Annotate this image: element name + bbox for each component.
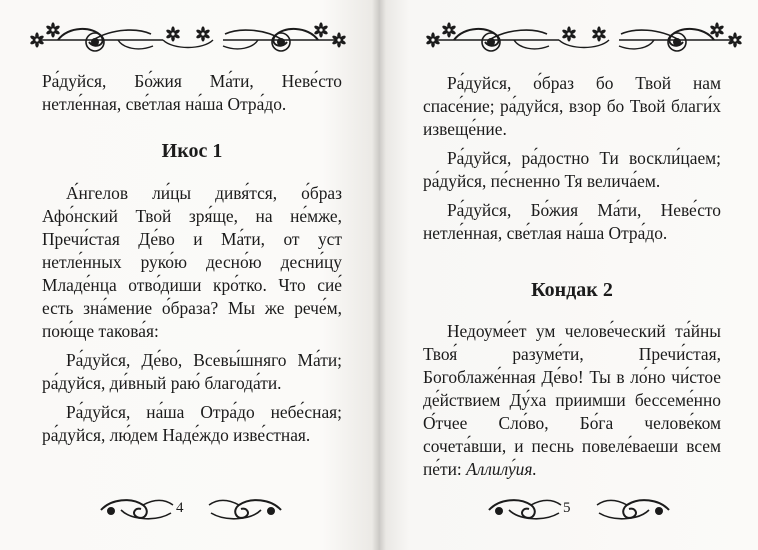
alleluia-text: Аллилу́ия. bbox=[466, 459, 537, 479]
book-gutter bbox=[372, 0, 386, 550]
floral-ornament-bottom-icon bbox=[484, 495, 674, 525]
left-page-number: 4 bbox=[176, 500, 184, 516]
floral-ornament-top-icon bbox=[419, 20, 749, 60]
right-paragraph-1: Ра́дуйся, о́браз бо Твой нам спасе́ние; ра́дуйся, взор бо Твой благи́х извеще́ние. bbox=[423, 73, 721, 139]
left-body bbox=[42, 182, 342, 447]
floral-ornament-bottom-icon bbox=[96, 495, 286, 525]
right-body-top bbox=[423, 72, 721, 245]
right-paragraph-2: Ра́дуйся, ра́достно Ти воскли́цаем; ра́дуйся, пе́сненно Тя велича́ем. bbox=[423, 148, 721, 191]
left-paragraph-2: А́нгелов ли́цы дивя́тся, о́браз Афо́нский Твой зря́ще, на не́мже, Пречи́стая Де́во и Ма́ти, от уст нетле́нных руко́ю десно́ю десни́цу Младе́нца отво́диши кро́тко. Что сие́ есть зна́мение о́браза? Мы же рече́м, пою́ще такова́я: bbox=[42, 183, 342, 341]
left-paragraph-3: Ра́дуйся, Де́во, Всевы́шняго Ма́ти; ра́дуйся, ди́вный раю́ благода́ти. bbox=[42, 350, 342, 393]
left-page-text bbox=[42, 70, 342, 116]
left-heading: Икос 1 bbox=[161, 140, 223, 162]
right-paragraph-3: Ра́дуйся, Бо́жия Ма́ти, Неве́сто нетле́нная, све́тлая на́ша Отра́до. bbox=[423, 200, 721, 243]
right-heading: Кондак 2 bbox=[531, 279, 613, 301]
right-page-number: 5 bbox=[563, 500, 571, 516]
right-body-bottom bbox=[423, 320, 721, 481]
left-paragraph-1: Ра́дуйся, Бо́жия Ма́ти, Неве́сто нетле́нная, све́тлая на́ша Отра́до. bbox=[42, 71, 342, 114]
floral-ornament-top-icon bbox=[22, 20, 354, 60]
right-paragraph-4-text: Недоуме́ет ум челове́ческий та́йны Твоя́ разуме́ти, Пречи́стая, Богоблаже́нная Де́во! Ты в ло́но чи́стое де́йствием Ду́ха приимши бессеме́нно О́тчее Сло́во, Бо́га челове́ком сочета́вши, и песнь повеле́ваеши всем пе́ти: bbox=[423, 321, 721, 479]
right-page bbox=[379, 0, 758, 550]
left-paragraph-4: Ра́дуйся, на́ша Отра́до небе́сная; ра́дуйся, лю́дем Наде́ждо изве́стная. bbox=[42, 402, 342, 445]
right-paragraph-4 bbox=[423, 320, 721, 481]
